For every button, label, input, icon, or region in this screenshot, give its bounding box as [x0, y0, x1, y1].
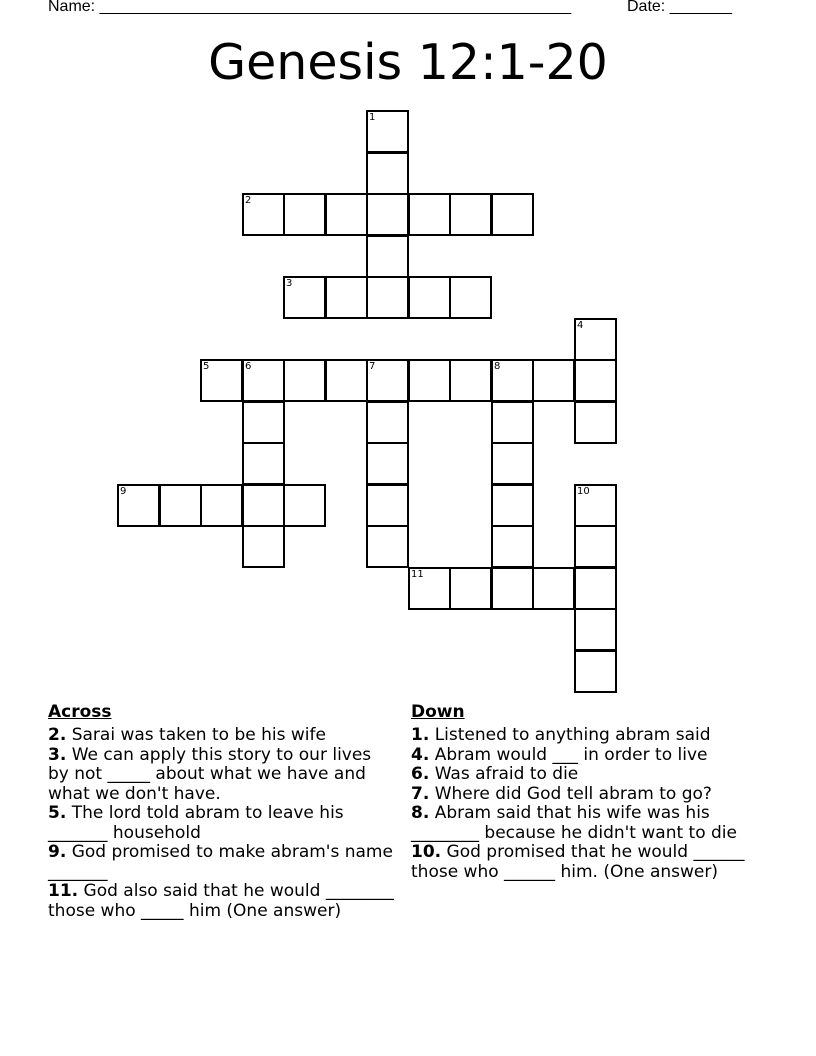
- crossword-cell[interactable]: [449, 193, 492, 236]
- clue-number: 3: [286, 278, 293, 289]
- crossword-cell[interactable]: [200, 359, 243, 402]
- clue-item-text: The lord told abram to leave his _______ household: [48, 803, 344, 843]
- clue-item-text: God promised that he would ______ those who ______ him. (One answer): [411, 842, 745, 882]
- crossword-cell[interactable]: [366, 152, 409, 195]
- clue-item-text: We can apply this story to our lives by not _____ about what we have and what we don't have.: [48, 744, 372, 804]
- clue-number: 11: [411, 569, 424, 580]
- clue-number: 10: [577, 486, 590, 497]
- crossword-cell[interactable]: [242, 359, 285, 402]
- clue-item-number: 11.: [48, 881, 79, 901]
- clue-item-text: Was afraid to die: [429, 764, 579, 784]
- crossword-cell[interactable]: [159, 484, 202, 527]
- crossword-cell[interactable]: [366, 276, 409, 319]
- across-clues: [48, 703, 396, 921]
- clue-item: [48, 746, 396, 805]
- clue-item-text: Abram would ___ in order to live: [429, 744, 708, 765]
- clue-number: 5: [203, 361, 210, 372]
- crossword-cell[interactable]: [574, 484, 617, 527]
- across-heading: Across: [48, 702, 112, 722]
- clue-item-text: God promised to make abram's name _______: [48, 842, 393, 882]
- crossword-cell[interactable]: [283, 193, 326, 236]
- crossword-cell[interactable]: [325, 193, 368, 236]
- crossword-cell[interactable]: [491, 193, 534, 236]
- clue-item-text: Sarai was taken to be his wife: [66, 725, 326, 745]
- crossword-cell[interactable]: [242, 193, 285, 236]
- crossword-cell[interactable]: [283, 359, 326, 402]
- clue-item-text: Listened to anything abram said: [429, 725, 711, 745]
- crossword-cell[interactable]: [242, 401, 285, 444]
- crossword-cell[interactable]: [408, 567, 451, 610]
- clue-item: [411, 746, 767, 766]
- clue-number: 7: [369, 361, 376, 372]
- clue-item: [411, 785, 767, 805]
- down-heading: Down: [411, 702, 465, 722]
- clue-item-number: 6.: [411, 764, 430, 784]
- crossword-cell[interactable]: [574, 318, 617, 361]
- clue-item-number: 10.: [411, 842, 442, 862]
- crossword-cell[interactable]: [574, 359, 617, 402]
- crossword-cell[interactable]: [366, 401, 409, 444]
- clue-item-number: 4.: [411, 744, 430, 765]
- crossword-cell[interactable]: [491, 484, 534, 527]
- clue-number: 4: [577, 320, 584, 331]
- clue-number: 9: [120, 486, 127, 497]
- clue-item-number: 8.: [411, 803, 430, 823]
- crossword-cell[interactable]: [449, 276, 492, 319]
- clue-item: [48, 726, 396, 746]
- crossword-cell[interactable]: [242, 525, 285, 568]
- crossword-cell[interactable]: [574, 650, 617, 693]
- clue-item: [411, 843, 767, 882]
- crossword-cell[interactable]: [491, 525, 534, 568]
- crossword-cell[interactable]: [532, 359, 575, 402]
- clue-item: [411, 804, 767, 843]
- crossword-cell[interactable]: [532, 567, 575, 610]
- clue-item-text: Abram said that his wife was his ________ because he didn't want to die: [411, 803, 737, 843]
- crossword-cell[interactable]: [449, 567, 492, 610]
- crossword-cell[interactable]: [366, 442, 409, 485]
- clue-number: 8: [494, 361, 501, 372]
- clue-item: [48, 804, 396, 843]
- crossword-cell[interactable]: [366, 235, 409, 278]
- down-clues: [411, 703, 767, 882]
- crossword-cell[interactable]: [574, 401, 617, 444]
- clue-item: [411, 726, 767, 746]
- crossword-cell[interactable]: [366, 359, 409, 402]
- clue-item: [48, 882, 396, 921]
- crossword-cell[interactable]: [325, 276, 368, 319]
- crossword-cell[interactable]: [117, 484, 160, 527]
- crossword-cell[interactable]: [574, 525, 617, 568]
- crossword-cell[interactable]: [408, 276, 451, 319]
- date-field[interactable]: Date: _______: [627, 0, 732, 15]
- clue-item: [48, 843, 396, 882]
- crossword-cell[interactable]: [283, 276, 326, 319]
- crossword-cell[interactable]: [491, 401, 534, 444]
- crossword-cell[interactable]: [325, 359, 368, 402]
- crossword-cell[interactable]: [408, 359, 451, 402]
- crossword-cell[interactable]: [200, 484, 243, 527]
- crossword-cell[interactable]: [491, 359, 534, 402]
- crossword-cell[interactable]: [242, 484, 285, 527]
- name-field[interactable]: Name: _____________________________________________________: [48, 0, 572, 15]
- clue-item-number: 3.: [48, 744, 67, 765]
- crossword-cell[interactable]: [366, 525, 409, 568]
- clue-item-number: 2.: [48, 725, 67, 745]
- crossword-cell[interactable]: [449, 359, 492, 402]
- clue-item-number: 1.: [411, 725, 430, 745]
- clue-number: 2: [245, 195, 252, 206]
- clue-item-number: 7.: [411, 783, 430, 804]
- crossword-cell[interactable]: [366, 110, 409, 153]
- page-title: Genesis 12:1-20: [208, 34, 608, 91]
- crossword-cell[interactable]: [242, 442, 285, 485]
- crossword-cell[interactable]: [574, 608, 617, 651]
- crossword-cell[interactable]: [366, 484, 409, 527]
- crossword-cell[interactable]: [491, 567, 534, 610]
- across-clue-list: [48, 726, 396, 921]
- clue-item-number: 5.: [48, 803, 67, 823]
- clue-item-text: God also said that he would ________ those who _____ him (One answer): [48, 881, 394, 921]
- crossword-cell[interactable]: [366, 193, 409, 236]
- crossword-cell[interactable]: [491, 442, 534, 485]
- clue-item-number: 9.: [48, 842, 67, 862]
- clue-item-text: Where did God tell abram to go?: [429, 783, 712, 804]
- clue-number: 6: [245, 361, 252, 372]
- crossword-cell[interactable]: [408, 193, 451, 236]
- down-clue-list: [411, 726, 767, 882]
- crossword-cell[interactable]: [574, 567, 617, 610]
- crossword-cell[interactable]: [283, 484, 326, 527]
- clue-item: [411, 765, 767, 785]
- clue-number: 1: [369, 112, 376, 123]
